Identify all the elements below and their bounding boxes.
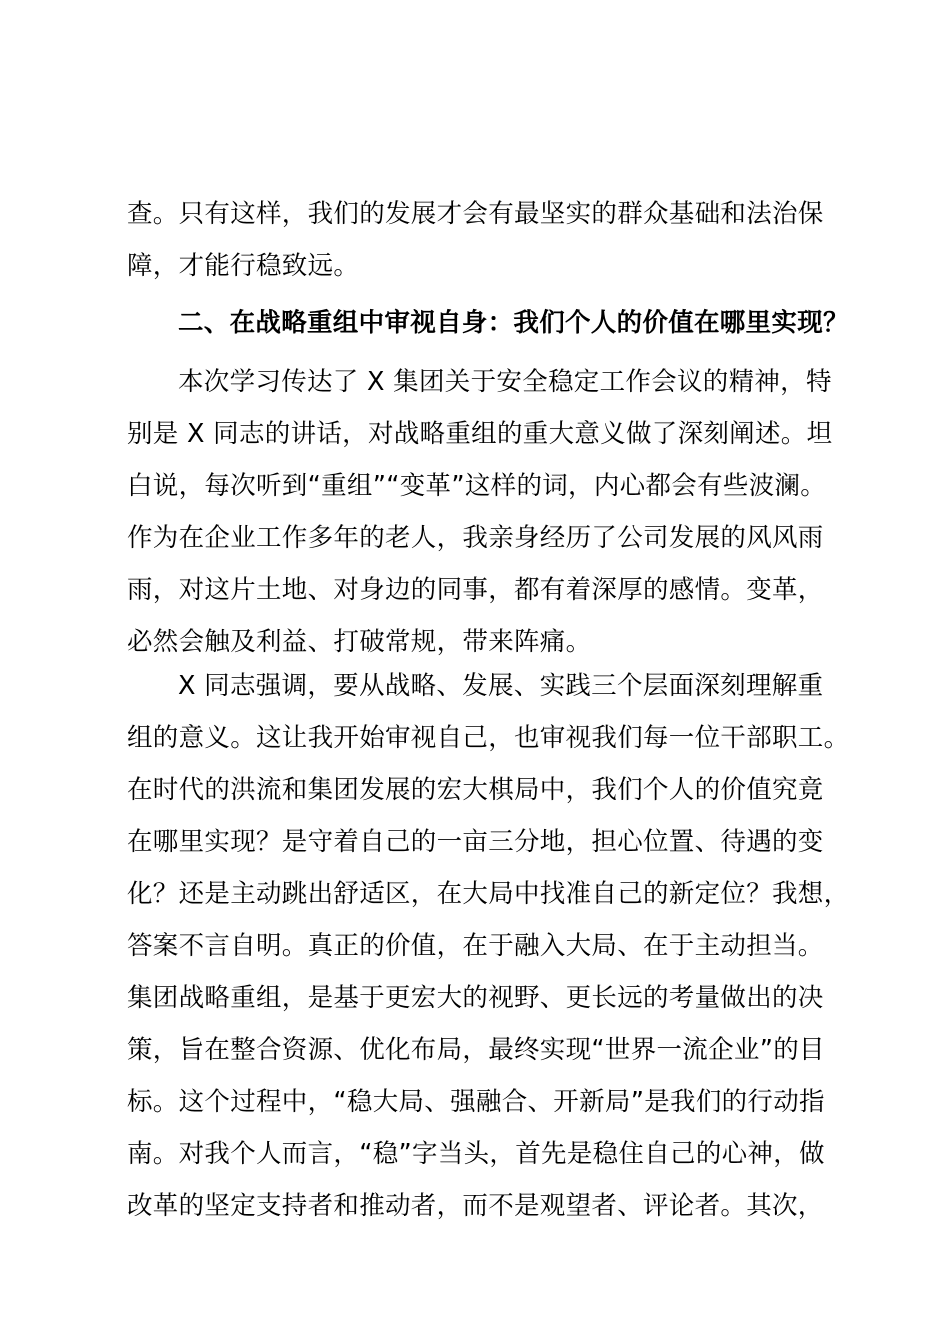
paragraph-3-line-11: 改革的坚定支持者和推动者，而不是观望者、评论者。其次， [127, 1191, 824, 1221]
paragraph-2-line-6: 必然会触及利益、打破常规，带来阵痛。 [127, 627, 592, 657]
paragraph-1-line-1: 查。只有这样，我们的发展才会有最坚实的群众基础和法治保 [127, 199, 824, 229]
paragraph-2-line-4: 作为在企业工作多年的老人，我亲身经历了公司发展的风风雨 [127, 523, 824, 553]
paragraph-2-line-3: 白说，每次听到“重组”“变革”这样的词，内心都会有些波澜。 [127, 471, 827, 501]
paragraph-2-line-2: 别是 X 同志的讲话，对战略重组的重大意义做了深刻阐述。坦 [127, 419, 833, 449]
paragraph-3-line-9: 标。这个过程中，“稳大局、强融合、开新局”是我们的行动指 [127, 1087, 825, 1117]
section-heading [127, 297, 849, 349]
paragraph-3-line-3: 在时代的洪流和集团发展的宏大棋局中，我们个人的价值究竟 [127, 775, 824, 805]
paragraph-3-line-4: 在哪里实现？是守着自己的一亩三分地，担心位置、待遇的变 [127, 827, 824, 857]
paragraph-3-line-10: 南。对我个人而言，“稳”字当头，首先是稳住自己的心神，做 [127, 1139, 825, 1169]
paragraph-3-line-5: 化？还是主动跳出舒适区，在大局中找准自己的新定位？我想， [127, 879, 850, 909]
section-heading-text: 二、在战略重组中审视自身：我们个人的价值在哪里实现？ [178, 308, 849, 338]
paragraph-3-line-8: 策，旨在整合资源、优化布局，最终实现“世界一流企业”的目 [127, 1035, 825, 1065]
paragraph-3-line-7: 集团战略重组，是基于更宏大的视野、更长远的考量做出的决 [127, 983, 824, 1013]
paragraph-2-line-1: 本次学习传达了 X 集团关于安全稳定工作会议的精神，特 [178, 367, 832, 397]
paragraph-3 [127, 660, 850, 1232]
paragraph-1-line-2: 障，才能行稳致远。 [127, 251, 360, 281]
paragraph-3-line-1: X 同志强调，要从战略、发展、实践三个层面深刻理解重 [178, 671, 824, 701]
paragraph-3-line-6: 答案不言自明。真正的价值，在于融入大局、在于主动担当。 [127, 931, 824, 961]
paragraph-2-line-5: 雨，对这片土地、对身边的同事，都有着深厚的感情。变革， [127, 575, 824, 605]
paragraph-3-line-2: 组的意义。这让我开始审视自己，也审视我们每一位干部职工。 [127, 723, 850, 753]
paragraph-1 [127, 188, 842, 292]
paragraph-2 [127, 356, 842, 668]
